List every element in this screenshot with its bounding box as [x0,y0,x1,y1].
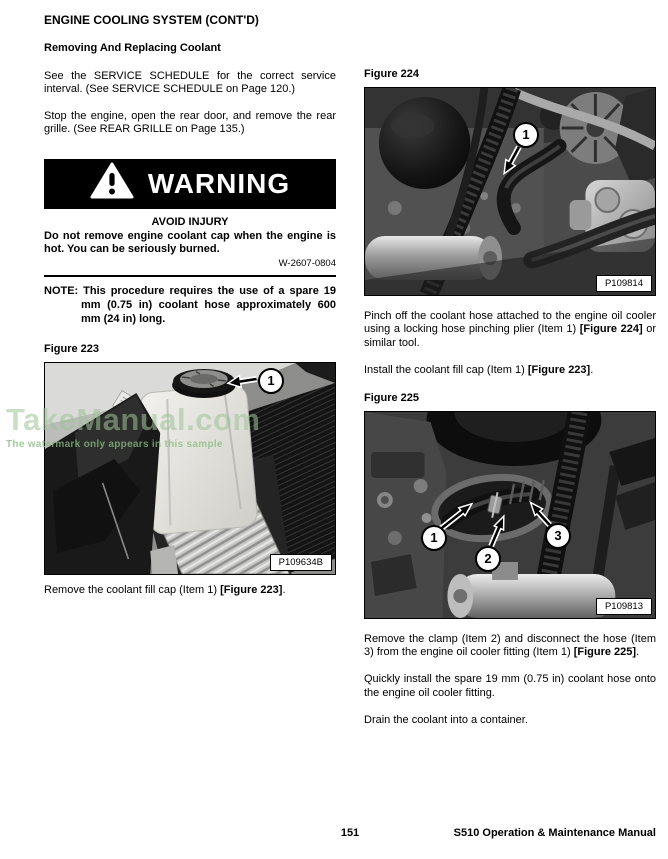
paragraph-remove-clamp [364,633,656,660]
figure-223-photo [44,362,336,575]
paragraph-remove-cap [44,584,336,597]
right-column [364,68,656,728]
section-heading: ENGINE COOLING SYSTEM (CONT'D) [44,13,259,27]
paragraph-install-spare-hose: Quickly install the spare 19 mm (0.75 in) coolant hose onto the engine oil cooler fitting. [364,673,656,699]
note-text: This procedure requires the use of a spare 19 mm (0.75 in) coolant hose approximately 600 mm (24 in) long. [81,285,336,326]
figure-225-caption: Figure 225 [364,391,420,404]
text-segment: . [636,646,640,659]
photo-id-badge: P109634B [270,554,332,571]
text-segment: Install the coolant fill cap (Item 1) [364,364,528,377]
text-segment: . [590,364,594,377]
paragraph-service-schedule: See the SERVICE SCHEDULE for the correct service interval. (See SERVICE SCHEDULE on Page 120.) [44,70,336,96]
page-number: 151 [340,827,360,839]
paragraph-pinch-hose [364,310,656,350]
subsection-heading: Removing And Replacing Coolant [44,42,221,54]
manual-title: S510 Operation & Maintenance Manual [453,827,656,839]
text-segment: Remove the clamp (Item 2) and disconnect the hose (Item 3) from the engine oil cooler fitting (Item 1) [364,632,656,659]
engine-oil-cooler-photo-illustration [365,88,655,295]
oil-cooler-fitting-photo-illustration [365,412,655,618]
callout-3-figure-225: 3 [545,523,571,549]
page-footer [44,827,656,841]
figure-225-photo [364,411,656,619]
figure-225-reference: [Figure 225] [573,646,637,659]
paragraph-stop-engine: Stop the engine, open the rear door, and remove the rear grille. (See REAR GRILLE on Page 135.) [44,109,336,136]
note-label: NOTE: [44,285,79,298]
watermark-brand: TakeManual.com [6,402,261,437]
figure-223-reference: [Figure 223] [527,364,591,377]
paragraph-install-cap [364,364,656,377]
warning-banner [44,159,336,209]
warning-triangle-icon [90,162,134,205]
warning-body: Do not remove engine coolant cap when the engine is hot. You can be seriously burned. [44,229,336,256]
photo-id-badge: P109814 [596,275,652,292]
text-segment: . [282,583,286,596]
paragraph-drain-coolant: Drain the coolant into a container. [364,714,528,727]
text-segment: or similar tool. [364,323,656,349]
warning-code: W-2607-0804 [278,258,336,270]
callout-1-figure-223: 1 [258,368,284,394]
figure-224-reference: [Figure 224] [579,323,643,336]
figure-223-reference: [Figure 223] [220,583,283,596]
watermark-note: The watermark only appears in this sample [6,439,223,450]
callout-2-figure-225: 2 [475,546,501,572]
text-segment: Pinch off the coolant hose attached to the engine oil cooler using a locking hose pinching plier (Item 1) [364,310,656,336]
figure-224-caption: Figure 224 [364,68,420,80]
text-segment: Remove the coolant fill cap (Item 1) [44,583,221,596]
warning-heading: AVOID INJURY [151,215,229,228]
figure-224-photo [364,87,656,296]
figure-223-caption: Figure 223 [44,342,100,355]
photo-id-badge: P109813 [596,598,652,615]
warning-title: WARNING [147,167,291,199]
left-column [44,14,336,597]
divider-rule [44,275,336,277]
callout-1-figure-225: 1 [421,525,447,551]
note-paragraph [44,285,336,326]
callout-1-figure-224: 1 [513,122,539,148]
coolant-tank-photo-illustration [45,363,335,574]
